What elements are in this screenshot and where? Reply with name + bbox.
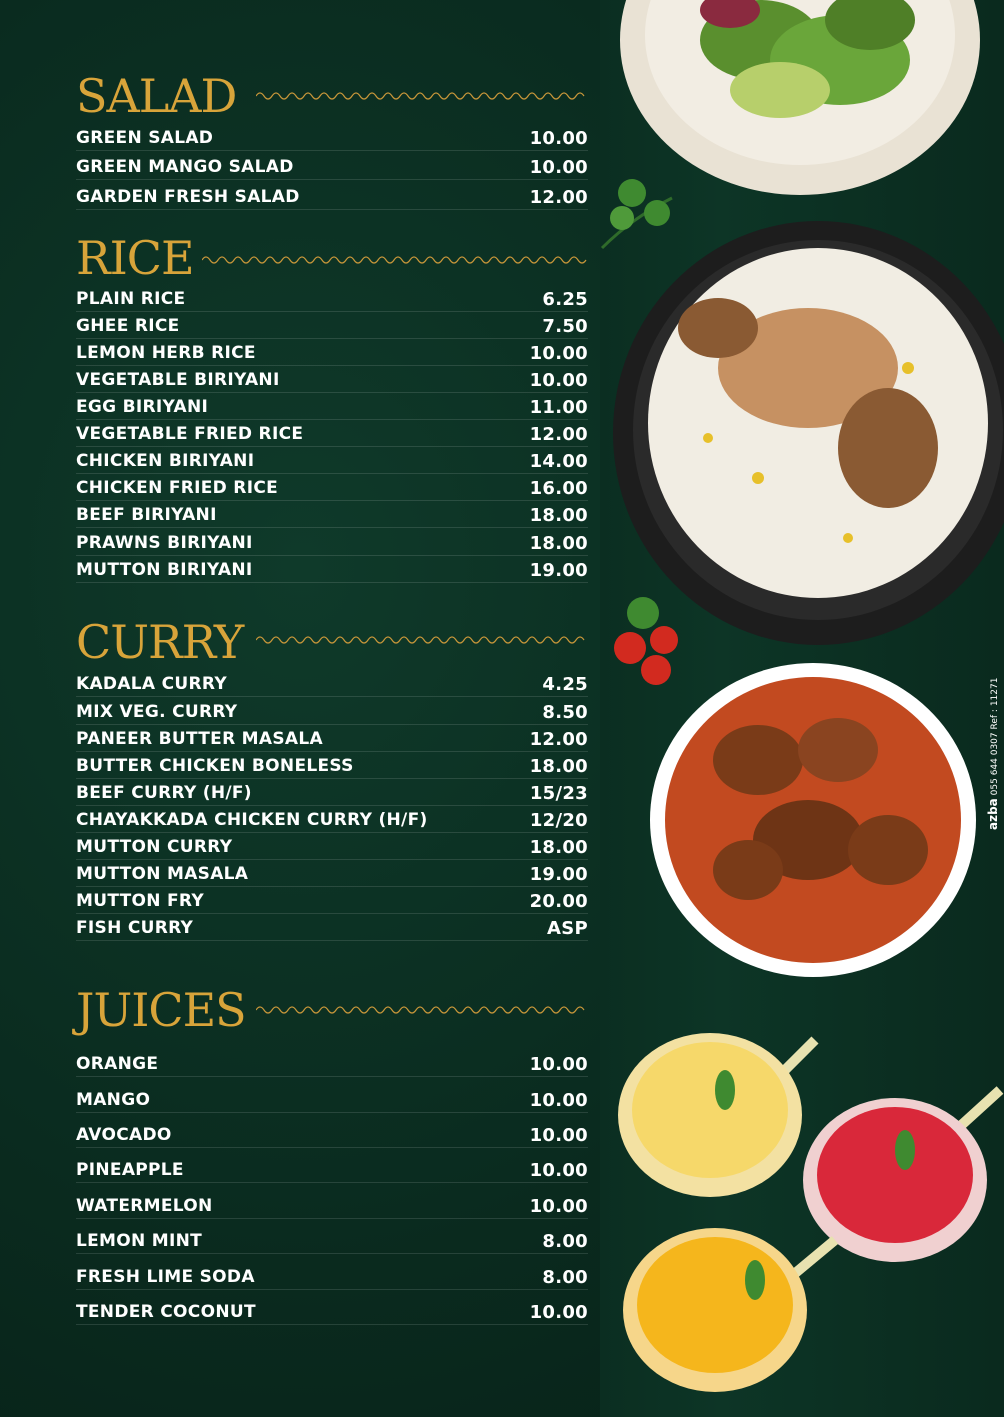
designer-ref: Ref : 11271 (990, 677, 1000, 730)
menu-item: FRESH LIME SODA 8.00 (76, 1265, 588, 1290)
designer-brand: azba (986, 798, 1000, 830)
curry-bowl-image (648, 660, 978, 980)
menu-item: GREEN MANGO SALAD 10.00 (76, 155, 588, 180)
menu-item: BEEF CURRY (H/F) 15/23 (76, 781, 588, 806)
section-title-salad: SALAD (76, 69, 237, 123)
menu-item: CHAYAKKADA CHICKEN CURRY (H/F) 12/20 (76, 808, 588, 833)
divider-salad (256, 90, 588, 102)
menu-item: MUTTON CURRY 18.00 (76, 835, 588, 860)
menu-item: MUTTON BIRIYANI 19.00 (76, 558, 588, 583)
menu-item: FISH CURRY ASP (76, 916, 588, 941)
menu-item: CHICKEN BIRIYANI 14.00 (76, 449, 588, 474)
menu-item: EGG BIRIYANI 11.00 (76, 395, 588, 420)
section-title-rice: RICE (76, 231, 194, 285)
menu-item: BUTTER CHICKEN BONELESS 18.00 (76, 754, 588, 779)
menu-item: PINEAPPLE 10.00 (76, 1158, 588, 1183)
menu-item: GREEN SALAD 10.00 (76, 126, 588, 151)
menu-item: VEGETABLE BIRIYANI 10.00 (76, 368, 588, 393)
salad-plate-image (610, 0, 990, 200)
juice-glasses-image (575, 1030, 1004, 1417)
designer-credit (986, 678, 1000, 830)
menu-item: LEMON HERB RICE 10.00 (76, 341, 588, 366)
menu-item: WATERMELON 10.00 (76, 1194, 588, 1219)
divider-curry (256, 634, 588, 646)
menu-item: LEMON MINT 8.00 (76, 1229, 588, 1254)
menu-item: AVOCADO 10.00 (76, 1123, 588, 1148)
section-title-curry: CURRY (76, 615, 244, 669)
menu-item: BEEF BIRIYANI 18.00 (76, 503, 588, 528)
menu-item: MUTTON FRY 20.00 (76, 889, 588, 914)
menu-item: MUTTON MASALA 19.00 (76, 862, 588, 887)
designer-phone: 055 644 0307 (990, 732, 1000, 796)
menu-item: PLAIN RICE 6.25 (76, 287, 588, 312)
menu-item: TENDER COCONUT 10.00 (76, 1300, 588, 1325)
menu-item: MIX VEG. CURRY 8.50 (76, 700, 588, 725)
menu-item: KADALA CURRY 4.25 (76, 672, 588, 697)
menu-item: CHICKEN FRIED RICE 16.00 (76, 476, 588, 501)
biryani-plate-image (608, 218, 1004, 648)
divider-juices (256, 1004, 588, 1016)
menu-item: VEGETABLE FRIED RICE 12.00 (76, 422, 588, 447)
section-title-juices: JUICES (76, 983, 246, 1037)
menu-item: PANEER BUTTER MASALA 12.00 (76, 727, 588, 752)
menu-item: GARDEN FRESH SALAD 12.00 (76, 185, 588, 210)
menu-item: ORANGE 10.00 (76, 1052, 588, 1077)
divider-rice (202, 254, 588, 266)
menu-item: MANGO 10.00 (76, 1088, 588, 1113)
menu-item: PRAWNS BIRIYANI 18.00 (76, 531, 588, 556)
menu-item: GHEE RICE 7.50 (76, 314, 588, 339)
